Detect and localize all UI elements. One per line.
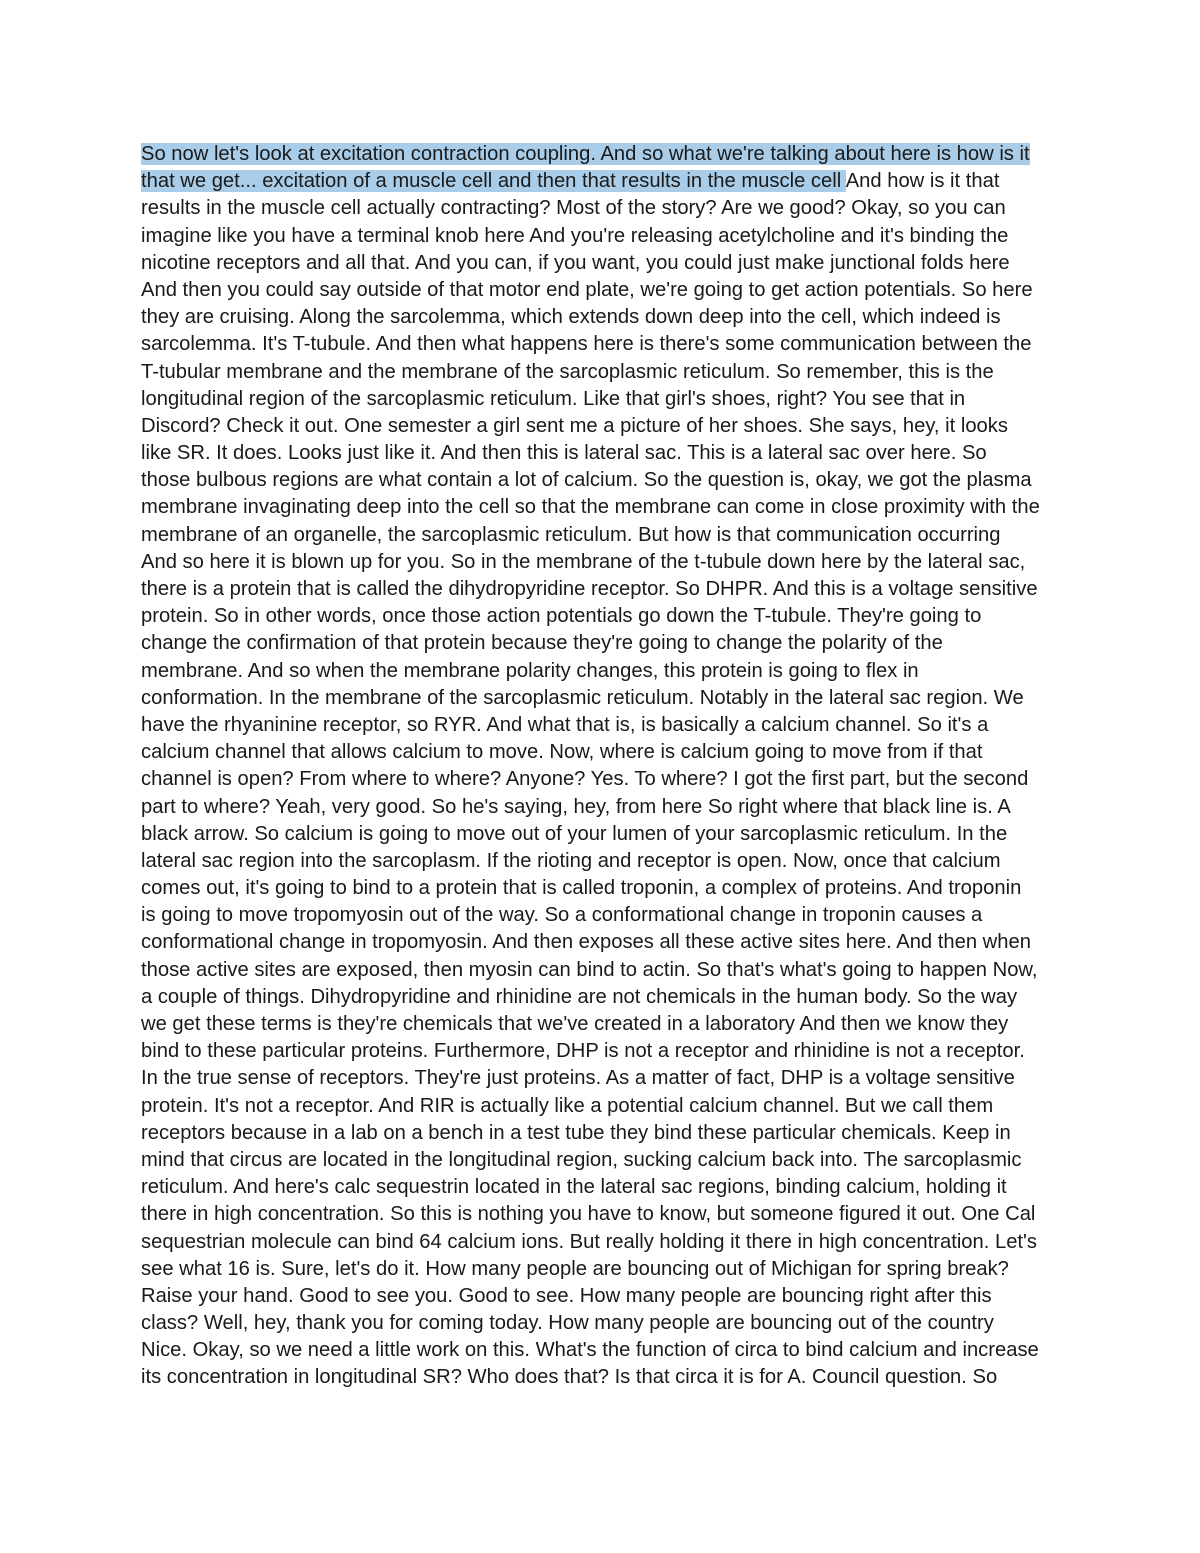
text-line (141, 1283, 1071, 1310)
text-line (141, 141, 1071, 168)
line-text: part to where? Yeah, very good. So he's saying, hey, from here So right where that black line is. A (141, 795, 1011, 818)
line-text: lateral sac region into the sarcoplasm. If the rioting and receptor is open. Now, once that calcium (141, 849, 1001, 872)
text-line (141, 658, 1071, 685)
selected-text: So now let's look at excitation contraction coupling. And so what we're talking about here is how is it (141, 143, 1030, 165)
line-text: they are cruising. Along the sarcolemma, which extends down deep into the cell, which indeed is (141, 306, 1001, 329)
line-text: membrane of an organelle, the sarcoplasmic reticulum. But how is that communication occurring (141, 523, 1001, 546)
line-text: And so here it is blown up for you. So in the membrane of the t-tubule down here by the lateral sac, (141, 550, 1026, 573)
transcript-text[interactable] (141, 141, 1071, 1392)
text-line (141, 766, 1071, 793)
text-line (141, 1256, 1071, 1283)
line-text: receptors because in a lab on a bench in a test tube they bind these particular chemicals. Keep in (141, 1121, 1011, 1144)
text-line (141, 494, 1071, 521)
text-line (141, 957, 1071, 984)
line-text: protein. It's not a receptor. And RIR is actually like a potential calcium channel. But we call them (141, 1094, 994, 1117)
line-text: calcium channel that allows calcium to move. Now, where is calcium going to move from if that (141, 741, 983, 764)
text-line (141, 1229, 1071, 1256)
line-text: bind to these particular proteins. Furthermore, DHP is not a receptor and rhinidine is not a receptor. (141, 1040, 1025, 1063)
text-line (141, 1147, 1071, 1174)
text-line (141, 386, 1071, 413)
line-text: membrane. And so when the membrane polarity changes, this protein is going to flex in (141, 659, 919, 682)
text-line (141, 794, 1071, 821)
line-text: sequestrian molecule can bind 64 calcium ions. But really holding it there in high concentration. Let's (141, 1230, 1037, 1253)
text-line (141, 875, 1071, 902)
line-text: Nice. Okay, so we need a little work on this. What's the function of circa to bind calcium and increase (141, 1339, 1039, 1362)
text-line (141, 195, 1071, 222)
line-text: there in high concentration. So this is nothing you have to know, but someone figured it out. One Cal (141, 1203, 1036, 1226)
line-text: a couple of things. Dihydropyridine and rhinidine are not chemicals in the human body. So the way (141, 985, 1018, 1008)
text-line (141, 821, 1071, 848)
line-text: class? Well, hey, thank you for coming today. How many people are bouncing out of the country (141, 1312, 994, 1335)
text-line (141, 1174, 1071, 1201)
text-line (141, 929, 1071, 956)
text-line (141, 1011, 1071, 1038)
line-text: have the rhyaninine receptor, so RYR. And what that is, is basically a calcium channel. So it's a (141, 713, 989, 736)
line-text: T-tubular membrane and the membrane of the sarcoplasmic reticulum. So remember, this is the (141, 360, 994, 383)
text-line (141, 331, 1071, 358)
text-line (141, 712, 1071, 739)
line-text: black arrow. So calcium is going to move out of your lumen of your sarcoplasmic reticulum. In the (141, 822, 1008, 845)
line-text: In the true sense of receptors. They're just proteins. As a matter of fact, DHP is a voltage sensitive (141, 1067, 1015, 1090)
selected-text: that we get... excitation of a muscle cell and then that results in the muscle cell (141, 170, 846, 193)
line-text: membrane invaginating deep into the cell so that the membrane can come in close proximity with the (141, 496, 1040, 519)
text-line (141, 984, 1071, 1011)
text-line (141, 1310, 1071, 1337)
text-line (141, 304, 1071, 331)
text-line (141, 549, 1071, 576)
text-line (141, 168, 1071, 195)
text-line (141, 277, 1071, 304)
line-text: And then you could say outside of that motor end plate, we're going to get action potentials. So here (141, 278, 1033, 301)
line-text: like SR. It does. Looks just like it. And then this is lateral sac. This is a lateral sac over here. So (141, 442, 987, 465)
text-line (141, 603, 1071, 630)
line-text: we get these terms is they're chemicals that we've created in a laboratory And then we know they (141, 1013, 1009, 1035)
line-text: conformational change in tropomyosin. And then exposes all these active sites here. And then when (141, 931, 1031, 954)
line-text: sarcolemma. It's T-tubule. And then what happens here is there's some communication between the (141, 333, 1032, 356)
line-text: Discord? Check it out. One semester a girl sent me a picture of her shoes. She says, hey, it looks (141, 414, 1008, 437)
line-text: imagine like you have a terminal knob here And you're releasing acetylcholine and it's binding the (141, 224, 1009, 247)
text-line (141, 848, 1071, 875)
line-text: comes out, it's going to bind to a protein that is called troponin, a complex of proteins. And troponin (141, 877, 1022, 900)
text-line (141, 413, 1071, 440)
text-line (141, 630, 1071, 657)
text-line (141, 522, 1071, 549)
line-text: channel is open? From where to where? Anyone? Yes. To where? I got the first part, but the second (141, 768, 1029, 791)
text-line (141, 739, 1071, 766)
text-line (141, 1065, 1071, 1092)
text-line (141, 1093, 1071, 1120)
text-line (141, 1038, 1071, 1065)
text-line (141, 576, 1071, 603)
line-text: And how is it that (845, 170, 1000, 193)
line-text: reticulum. And here's calc sequestrin located in the lateral sac regions, binding calcium, holding it (141, 1176, 1007, 1199)
text-line (141, 467, 1071, 494)
line-text: change the confirmation of that protein because they're going to change the polarity of the (141, 632, 943, 655)
text-line (141, 1364, 1071, 1391)
line-text: results in the muscle cell actually contracting? Most of the story? Are we good? Okay, so you can (141, 197, 1006, 220)
line-text: mind that circus are located in the longitudinal region, sucking calcium back into. The sarcoplasmic (141, 1148, 1022, 1171)
line-text: those bulbous regions are what contain a lot of calcium. So the question is, okay, we got the plasma (141, 469, 1032, 492)
text-line (141, 359, 1071, 386)
line-text: Raise your hand. Good to see you. Good to see. How many people are bouncing right after this (141, 1284, 992, 1307)
line-text: there is a protein that is called the dihydropyridine receptor. So DHPR. And this is a voltage sensitive (141, 578, 1038, 600)
text-line (141, 685, 1071, 712)
text-line (141, 1120, 1071, 1147)
text-line (141, 250, 1071, 277)
text-line (141, 223, 1071, 250)
line-text: conformation. In the membrane of the sarcoplasmic reticulum. Notably in the lateral sac region. We (141, 686, 1024, 709)
line-text: nicotine receptors and all that. And you can, if you want, you could just make junctional folds here (141, 251, 1010, 274)
line-text: its concentration in longitudinal SR? Who does that? Is that circa it is for A. Council question. So (141, 1366, 998, 1389)
line-text: protein. So in other words, once those action potentials go down the T-tubule. They're going to (141, 605, 982, 628)
line-text: longitudinal region of the sarcoplasmic reticulum. Like that girl's shoes, right? You see that in (141, 387, 966, 410)
text-line (141, 902, 1071, 929)
text-line (141, 440, 1071, 467)
text-line (141, 1337, 1071, 1364)
line-text: see what 16 is. Sure, let's do it. How many people are bouncing out of Michigan for spring break? (141, 1257, 1009, 1280)
text-line (141, 1201, 1071, 1228)
line-text: is going to move tropomyosin out of the way. So a conformational change in troponin causes a (141, 904, 983, 927)
line-text: those active sites are exposed, then myosin can bind to actin. So that's what's going to happen Now, (141, 958, 1038, 981)
